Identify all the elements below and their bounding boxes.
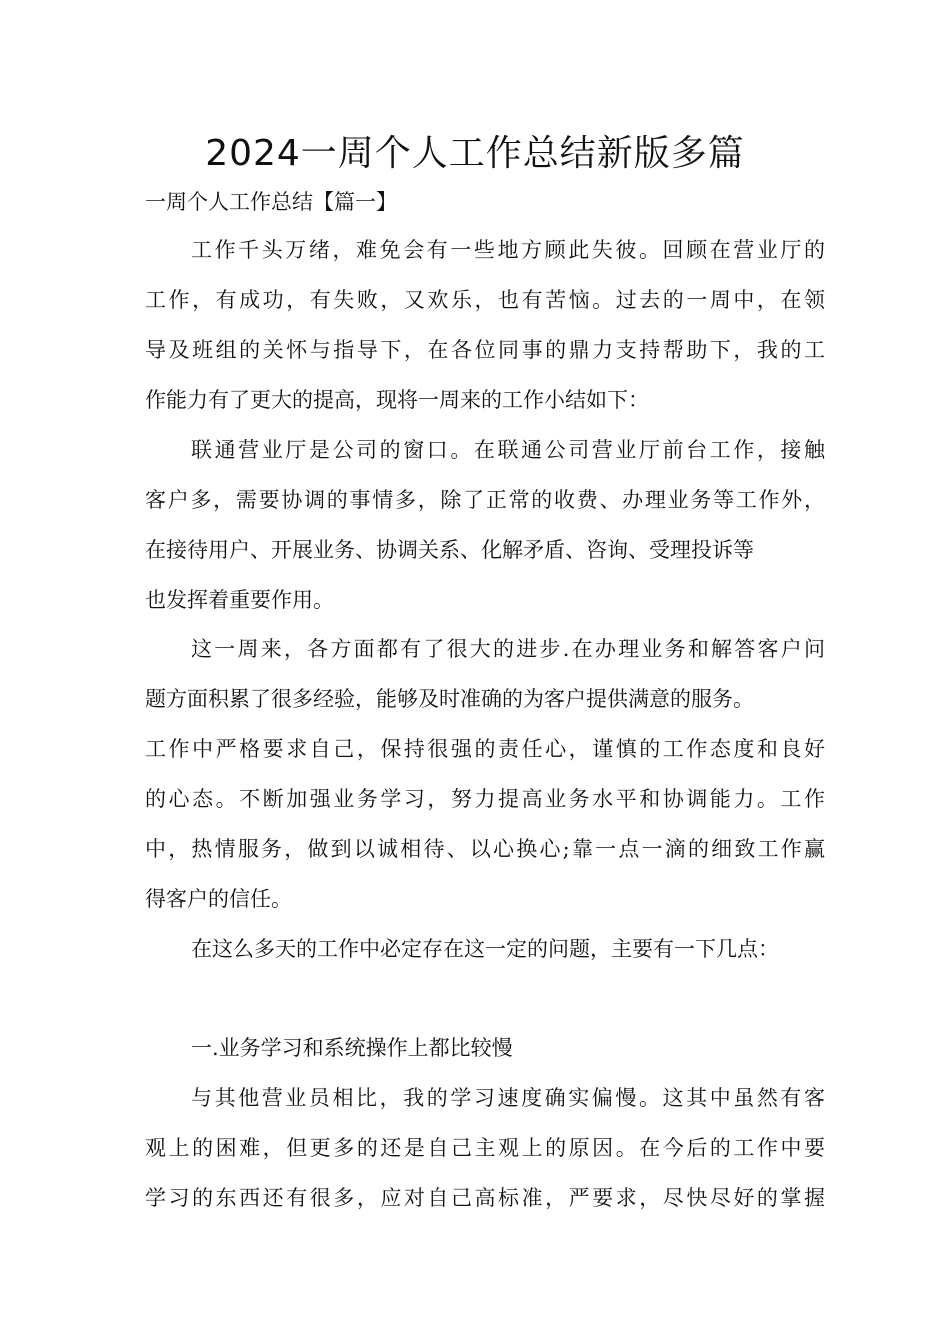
item-1-heading: 一.业务学习和系统操作上都比较慢 bbox=[191, 1036, 513, 1060]
paragraph-1-line-4: 作能力有了更大的提高，现将一周来的工作小结如下： bbox=[145, 388, 649, 412]
paragraph-2-line-1: 联通营业厅是公司的窗口。在联通公司营业厅前台工作，接触 bbox=[191, 438, 825, 462]
paragraph-5-line-1: 与其他营业员相比，我的学习速度确实偏慢。这其中虽然有客 bbox=[191, 1086, 825, 1110]
paragraph-5-line-2: 观上的困难，但更多的还是自己主观上的原因。在今后的工作中要 bbox=[145, 1136, 825, 1160]
paragraph-3-line-5: 中，热情服务，做到以诚相待、以心换心;靠一点一滴的细致工作赢 bbox=[145, 837, 825, 861]
paragraph-1-line-2: 工作，有成功，有失败，又欢乐，也有苦恼。过去的一周中，在领 bbox=[145, 288, 825, 312]
paragraph-3-line-4: 的心态。不断加强业务学习，努力提高业务水平和协调能力。工作 bbox=[145, 787, 825, 811]
paragraph-3-line-2: 题方面积累了很多经验，能够及时准确的为客户提供满意的服务。 bbox=[145, 687, 754, 711]
paragraph-3-line-1: 这一周来，各方面都有了很大的进步.在办理业务和解答客户问 bbox=[191, 637, 825, 661]
paragraph-1-line-1: 工作千头万绪，难免会有一些地方顾此失彼。回顾在营业厅的 bbox=[191, 238, 825, 262]
paragraph-5-line-3: 学习的东西还有很多，应对自己高标准，严要求，尽快尽好的掌握 bbox=[145, 1186, 825, 1210]
paragraph-3-line-6: 得客户的信任。 bbox=[145, 887, 292, 911]
paragraph-4-line-1: 在这么多天的工作中必定存在这一定的问题，主要有一下几点： bbox=[191, 937, 779, 961]
paragraph-1-line-3: 导及班组的关怀与指导下，在各位同事的鼎力支持帮助下，我的工 bbox=[145, 338, 825, 362]
paragraph-2-line-4: 也发挥着重要作用。 bbox=[145, 588, 334, 612]
paragraph-2-line-2: 客户多，需要协调的事情多，除了正常的收费、办理业务等工作外， bbox=[145, 488, 825, 512]
document-title: 2024一周个人工作总结新版多篇 bbox=[205, 133, 745, 174]
paragraph-3-line-3: 工作中严格要求自己，保持很强的责任心，谨慎的工作态度和良好 bbox=[145, 737, 825, 761]
section-heading: 一周个人工作总结【篇一】 bbox=[145, 190, 397, 214]
paragraph-2-line-3: 在接待用户、开展业务、协调关系、化解矛盾、咨询、受理投诉等 bbox=[145, 538, 754, 562]
